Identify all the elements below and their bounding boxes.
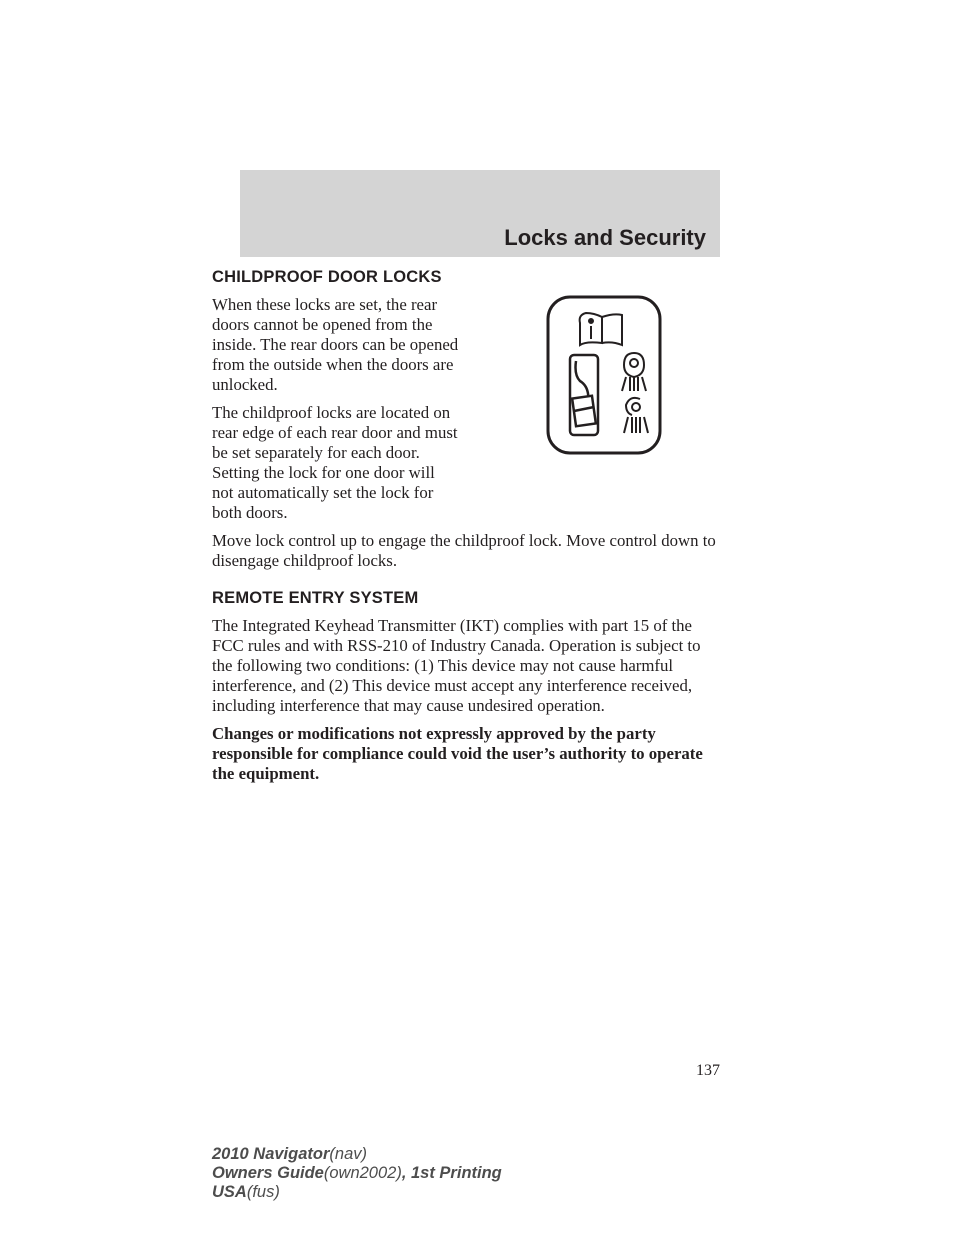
footer-market-code: (fus)	[246, 1183, 280, 1201]
footer-vehicle-code: (nav)	[329, 1145, 367, 1163]
footer-vehicle: 2010 Navigator	[212, 1145, 330, 1163]
document-footer	[212, 1145, 502, 1202]
footer-line-3	[212, 1183, 502, 1202]
section-title: Locks and Security	[504, 225, 706, 250]
footer-printing: , 1st Printing	[401, 1164, 502, 1182]
footer-market: USA	[212, 1183, 247, 1201]
footer-line-1	[212, 1145, 502, 1164]
page-number: 137	[696, 1062, 720, 1079]
childproof-paragraph-3: Move lock control up to engage the childproof lock. Move control down to disengage childproof locks.	[212, 531, 716, 570]
footer-guide: Owners Guide	[212, 1164, 324, 1182]
childproof-paragraph-1: When these locks are set, the rear doors cannot be opened from the inside. The rear doors can be opened from the outside when the doors are unlocked.	[212, 295, 459, 394]
remote-entry-warning: Changes or modifications not expressly approved by the party responsible for compliance could void the user’s authority to operate the equipment.	[212, 724, 703, 783]
childproof-heading: CHILDPROOF DOOR LOCKS	[212, 268, 442, 286]
section-header-band	[240, 170, 720, 257]
childproof-lock-illustration	[546, 295, 662, 455]
remote-entry-heading: REMOTE ENTRY SYSTEM	[212, 589, 419, 607]
footer-line-2	[212, 1164, 502, 1183]
childproof-paragraph-2: The childproof locks are located on rear edge of each rear door and must be set separately for each door. Setting the lock for one door will not automatically set the lock for both doors.	[212, 403, 458, 522]
remote-entry-paragraph-1: The Integrated Keyhead Transmitter (IKT) complies with part 15 of the FCC rules and with RSS-210 of Industry Canada. Operation is subject to the following two conditions: (1) This device may not cause harmful interference, and (2) This device must accept any interference received, including interference that may cause undesired operation.	[212, 616, 701, 715]
footer-guide-code: (own2002)	[323, 1164, 402, 1182]
